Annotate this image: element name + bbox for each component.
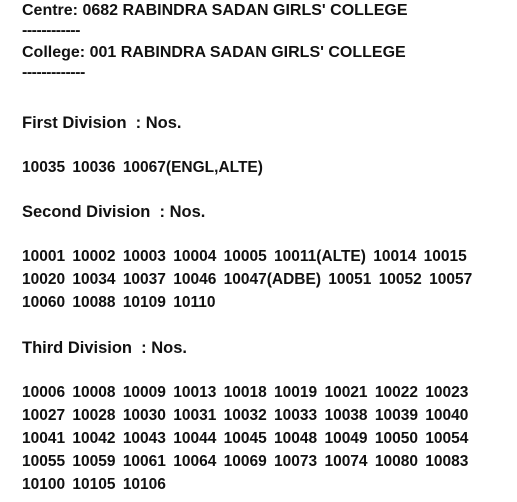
second-division-heading: Second Division : Nos.: [22, 203, 206, 221]
third-division-heading: Third Division : Nos.: [22, 339, 188, 357]
first-division-heading: First Division : Nos.: [22, 114, 182, 132]
college-line: College: 001 RABINDRA SADAN GIRLS' COLLEGE: [22, 44, 406, 61]
second-division-roll-list: 10001 10002 10003 10004 10005 10011(ALTE) 10014 10015 10020 10034 10037 10046 10047(ADBE) 10051 10052 10057 10060 10088 10109 10110: [22, 248, 473, 311]
third-division-roll-list: 10006 10008 10009 10013 10018 10019 10021 10022 10023 10027 10028 10030 10031 10032 10033 10038 10039 10040 10041 10042 10043 10044 10045 10048 10049 10050 10054 10055 10059 10061 10064 10069 10073 10074 10080 10083 10100 10105 10106: [22, 384, 469, 493]
centre-line: Centre: 0682 RABINDRA SADAN GIRLS' COLLEGE: [22, 2, 408, 19]
first-division-roll-list: 10035 10036 10067(ENGL,ALTE): [22, 159, 263, 176]
separator-line: ------------: [22, 22, 80, 39]
separator-line: -------------: [22, 64, 85, 81]
